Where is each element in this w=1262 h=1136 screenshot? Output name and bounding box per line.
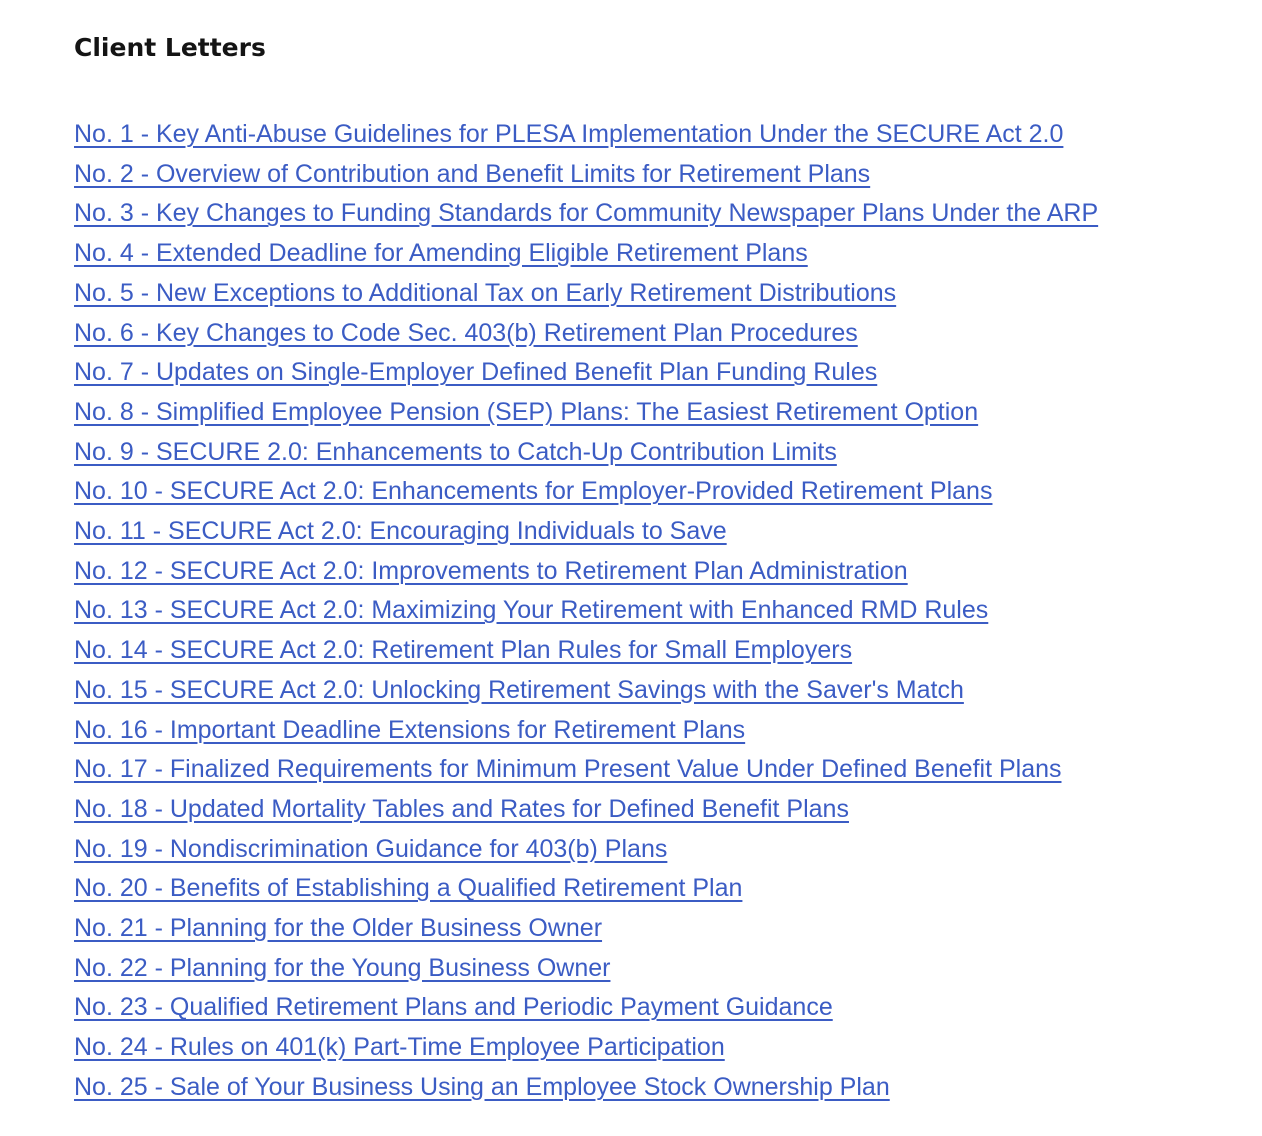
client-letter-link[interactable]: No. 6 - Key Changes to Code Sec. 403(b) Retirement Plan Procedures xyxy=(74,318,858,347)
client-letter-link[interactable]: No. 14 - SECURE Act 2.0: Retirement Plan Rules for Small Employers xyxy=(74,636,853,665)
page-title: Client Letters xyxy=(74,33,266,62)
client-letter-link[interactable]: No. 16 - Important Deadline Extensions for Retirement Plans xyxy=(74,715,746,744)
client-letter-link[interactable]: No. 10 - SECURE Act 2.0: Enhancements for Employer-Provided Retirement Plans xyxy=(74,477,993,506)
letter-list xyxy=(74,115,1222,1108)
client-letter-link[interactable]: No. 9 - SECURE 2.0: Enhancements to Catch-Up Contribution Limits xyxy=(74,437,837,466)
client-letter-link[interactable]: No. 1 - Key Anti-Abuse Guidelines for PLESA Implementation Under the SECURE Act 2.0 xyxy=(74,120,1064,148)
client-letter-link[interactable]: No. 25 - Sale of Your Business Using an Employee Stock Ownership Plan xyxy=(74,1072,890,1101)
client-letter-link[interactable]: No. 19 - Nondiscrimination Guidance for 403(b) Plans xyxy=(74,834,668,863)
client-letter-link[interactable]: No. 15 - SECURE Act 2.0: Unlocking Retirement Savings with the Saver's Match xyxy=(74,675,964,704)
client-letter-link[interactable]: No. 8 - Simplified Employee Pension (SEP) Plans: The Easiest Retirement Option xyxy=(74,397,979,426)
client-letter-link[interactable]: No. 7 - Updates on Single-Employer Defined Benefit Plan Funding Rules xyxy=(74,358,878,387)
client-letter-link[interactable]: No. 3 - Key Changes to Funding Standards for Community Newspaper Plans Under the ARP xyxy=(74,199,1099,228)
client-letter-link[interactable]: No. 4 - Extended Deadline for Amending Eligible Retirement Plans xyxy=(74,239,808,268)
client-letter-link[interactable]: No. 2 - Overview of Contribution and Benefit Limits for Retirement Plans xyxy=(74,159,871,188)
client-letter-link[interactable]: No. 12 - SECURE Act 2.0: Improvements to Retirement Plan Administration xyxy=(74,556,908,585)
client-letter-link[interactable]: No. 17 - Finalized Requirements for Minimum Present Value Under Defined Benefit Plans xyxy=(74,755,1062,784)
client-letter-link[interactable]: No. 21 - Planning for the Older Business Owner xyxy=(74,914,603,943)
client-letter-link[interactable]: No. 20 - Benefits of Establishing a Qualified Retirement Plan xyxy=(74,874,743,903)
client-letter-link[interactable]: No. 18 - Updated Mortality Tables and Rates for Defined Benefit Plans xyxy=(74,794,849,823)
client-letter-link[interactable]: No. 22 - Planning for the Young Business Owner xyxy=(74,953,611,982)
client-letter-link[interactable]: No. 11 - SECURE Act 2.0: Encouraging Individuals to Save xyxy=(74,517,727,546)
client-letter-link[interactable]: No. 23 - Qualified Retirement Plans and Periodic Payment Guidance xyxy=(74,993,833,1022)
client-letter-link[interactable]: No. 24 - Rules on 401(k) Part-Time Employee Participation xyxy=(74,1033,725,1062)
client-letter-link[interactable]: No. 13 - SECURE Act 2.0: Maximizing Your Retirement with Enhanced RMD Rules xyxy=(74,596,989,625)
client-letter-link[interactable]: No. 5 - New Exceptions to Additional Tax on Early Retirement Distributions xyxy=(74,278,897,307)
